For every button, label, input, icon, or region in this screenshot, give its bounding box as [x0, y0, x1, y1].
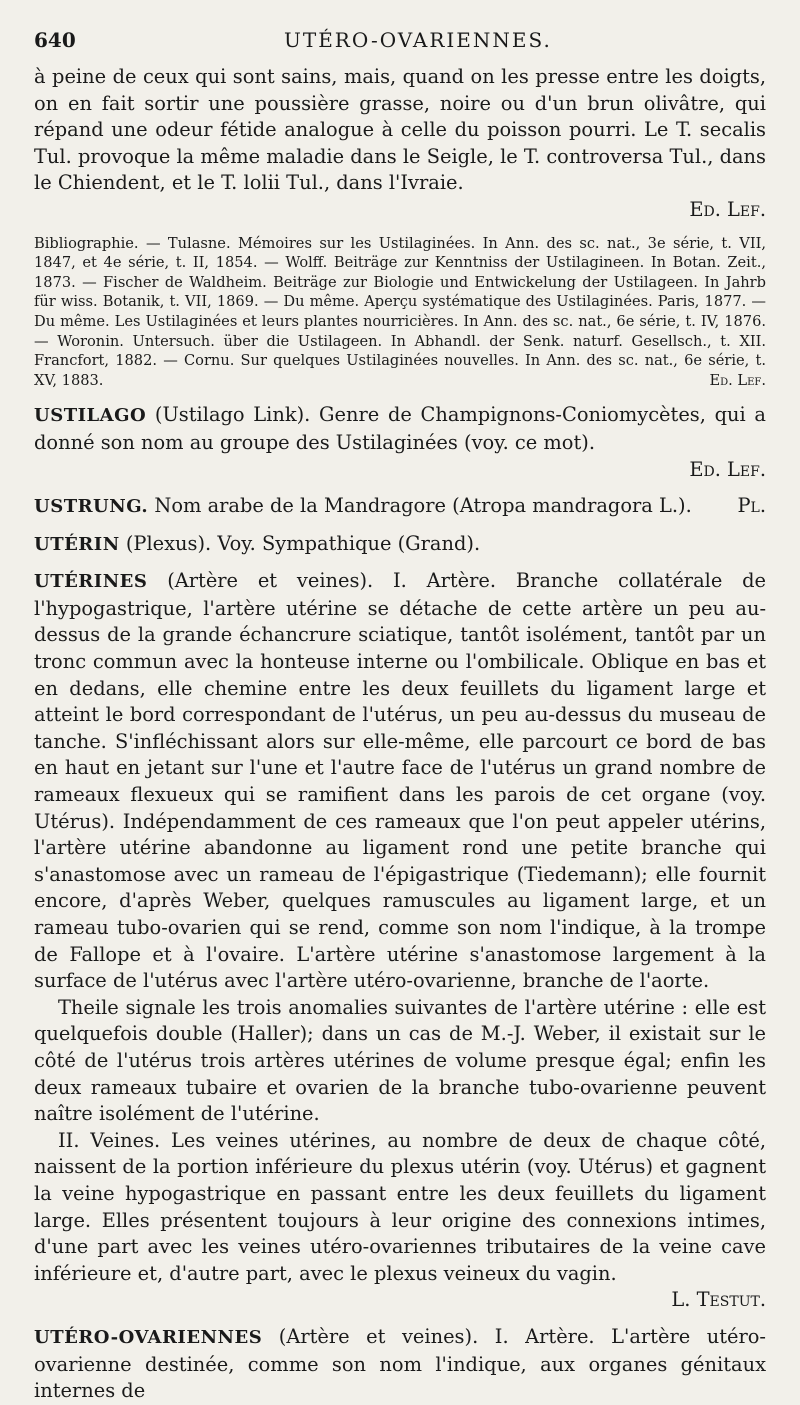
- signature: Ed. Lef.: [689, 457, 766, 481]
- page-number: 640: [34, 28, 76, 52]
- entry-uterines-paragraph: Theile signale les trois anomalies suivantes de l'artère utérine : elle est quelquefois double (Haller); dans un cas de M.-J. Weber, il existait sur le côté de l'utérus trois artères utérines de volume presque égal; enfin les deux rameaux tubaire et ovarien de la branche tubo-ovarienne peuvent naître isolément de l'utérine.: [34, 995, 766, 1126]
- signature: Pl.: [737, 494, 766, 518]
- signature: L. Testut.: [671, 1288, 766, 1312]
- entry-uterin: UTÉRIN (Plexus). Voy. Sympathique (Grand).: [34, 531, 481, 555]
- signature: Ed. Lef.: [689, 197, 766, 221]
- bibliography: Bibliographie. — Tulasne. Mémoires sur les Ustilaginées. In Ann. des sc. nat., 3e série, t. VII, 1847, et 4e série, t. II, 1854. — Wolff. Beiträge zur Kenntniss der Ustilagineen. In Botan. Zeit., 1873. — Fischer de Waldheim. Beiträge zur Biologie und Entwickelung der Ustilageen. In Jahrb für wiss. Botanik, t. VII, 1869. — Du même. Aperçu systématique des Ustilaginées. Paris, 1877. — Du même. Les Ustilaginées et leurs plantes nourricières. In Ann. des sc. nat., 6e série, t. IV, 1876. — Woronin. Untersuch. über die Ustilageen. In Abhandl. der Senk. naturf. Gesellsch., t. XII. Francfort, 1882. — Cornu. Sur quelques Ustilaginées nouvelles. In Ann. des sc. nat., 6e série, t. XV, 1883. Ed. Lef.: [34, 234, 766, 389]
- entry-uterines-veines: II. Veines. Les veines utérines, au nombre de deux de chaque côté, naissent de la portion inférieure du plexus utérin (voy. Utérus) et gagnent la veine hypogastrique en passant entre les deux feuillets du ligament large. Elles présentent toujours à leur origine des connexions intimes, d'une part avec les veines utéro-ovariennes tributaires de la veine cave inférieure et, d'autre part, avec le plexus veineux du vagin. L. Testut.: [34, 1128, 766, 1314]
- page-header: [34, 28, 766, 64]
- entry-ustrung: USTRUNG. Nom arabe de la Mandragore (Atropa mandragora L.). Pl.: [34, 493, 766, 521]
- running-title: UTÉRO-OVARIENNES.: [284, 28, 552, 52]
- headword: USTILAGO: [34, 405, 147, 427]
- headword: USTRUNG.: [34, 496, 149, 518]
- headword: UTÉRINES: [34, 571, 148, 593]
- entry-uterines: UTÉRINES (Artère et veines). I. Artère. Branche collatérale de l'hypogastrique, l'artère utérine se détache de cette artère un peu au-dessus de la grande échancrure sciatique, tantôt isolément, tantôt par un tronc commun avec la honteuse interne ou l'ombilicale. Oblique en bas et en dedans, elle chemine entre les deux feuillets du ligament large et atteint le bord correspondant de l'utérus, un peu au-dessus du museau de tanche. S'infléchissant alors sur elle-même, elle parcourt ce bord de bas en haut en jetant sur l'une et l'autre face de l'utérus un grand nombre de rameaux flexueux qui se ramifient dans les parois de cet organe (voy. Utérus). Indépendamment de ces rameaux que l'on peut appeler utérins, l'artère utérine abandonne au ligament rond une petite branche qui s'anastomose avec un rameau de l'épigastrique (Tiedemann); elle fournit encore, d'après Weber, quelques ramuscules au ligament large, et un rameau tubo-ovarien qui se rend, comme son nom l'indique, à la trompe de Fallope et à l'ovaire. L'artère utérine s'anastomose largement à la surface de l'utérus avec l'artère utéro-ovarienne, branche de l'aorte.: [34, 569, 766, 993]
- entry-utero-ovariennes: UTÉRO-OVARIENNES (Artère et veines). I. Artère. L'artère utéro-ovarienne destinée, comme son nom l'indique, aux organes génitaux internes de: [34, 1324, 766, 1403]
- intro-paragraph: à peine de ceux qui sont sains, mais, quand on les presse entre les doigts, on en fait sortir une poussière grasse, noire ou d'un brun olivâtre, qui répand une odeur fétide analogue à celle du poisson pourri. Le T. secalis Tul. provoque la même maladie dans le Seigle, le T. controversa Tul., dans le Chiendent, et le T. lolii Tul., dans l'Ivraie. Ed. Lef.: [34, 64, 766, 224]
- signature: Ed. Lef.: [709, 371, 766, 389]
- headword: UTÉRIN: [34, 533, 120, 555]
- entry-ustilago: USTILAGO (Ustilago Link). Genre de Champignons-Coniomycètes, qui a donné son nom au groupe des Ustilaginées (voy. ce mot). Ed. Lef.: [34, 402, 766, 483]
- headword: UTÉRO-OVARIENNES: [34, 1326, 263, 1348]
